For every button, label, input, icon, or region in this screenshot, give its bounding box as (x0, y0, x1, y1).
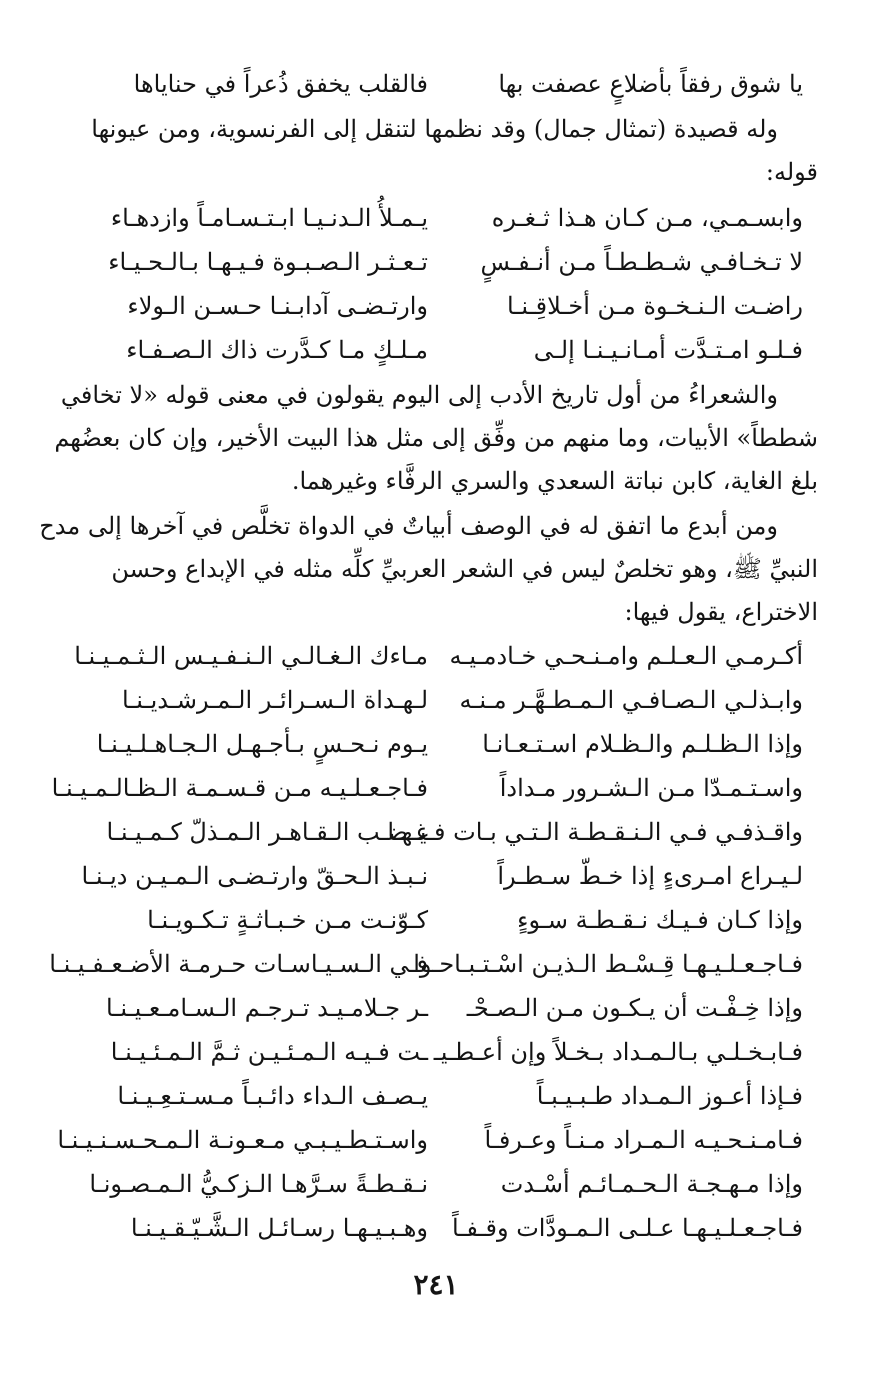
verse-second-hemistich: فـاجـعـلـيـه مـن قـسـمـة الـظـالـمـيـنـا (51, 774, 428, 802)
intro-paragraph (48, 108, 818, 194)
verse-first-hemistich: وإذا الـظـلـم والـظـلام اسـتـعـانـا (482, 730, 803, 758)
poem2-verse (0, 986, 873, 1030)
verse-first-hemistich: لـيـراع امـرىءٍ إذا خـطّ سـطـراً (497, 862, 803, 890)
paragraph-line: وله قصيدة (تمثال جمال) وقد نظمها لتنقل إلى الفرنسوية، ومن عيونها (91, 115, 778, 143)
verse-second-hemistich: يـصـف الـداء دائـبـاً مـسـتـعِـيـنـا (117, 1082, 428, 1110)
verse-first-hemistich: وابسـمـي، مـن كـان هـذا ثـغـره (491, 204, 803, 232)
dawat-paragraph (39, 505, 818, 634)
verse-first-hemistich: وإذا كـان فـيـك نـقـطـة سـوءٍ (517, 906, 803, 934)
verse-second-hemistich: مـلـكٍ مـا كـدَّرت ذاك الـصـفـاء (126, 336, 428, 364)
verse-first-hemistich: لا تـخـافـي شـطـطـاً مـن أنـفـسٍ (480, 248, 803, 276)
poem2-verse (0, 898, 873, 942)
paragraph-line: بلغ الغاية، كابن نباتة السعدي والسري الرفَّاء وغيرهما. (291, 467, 818, 495)
poem1-verse (0, 328, 873, 372)
verse-second-hemistich: واسـتـطـيـبـي مـعـونـة الـمـحـسـنـيـنـا (57, 1126, 428, 1154)
verse-first-hemistich: فـاجـعـلـيـهـا قِـسْـط الـذيـن اسْـتـبـاحـوا (413, 950, 803, 978)
commentary-paragraph (48, 374, 818, 503)
poem2-verse (0, 766, 873, 810)
verse-second-hemistich: ـر جـلامـيـد تـرجـم الـسـامـعـيـنـا (105, 994, 428, 1022)
paragraph-line: ومن أبدع ما اتفق له في الوصف أبياتٌ في الدواة تخلَّص في آخرها إلى مدح (39, 512, 778, 540)
verse-second-hemistich: يـوم نـحـسٍ بـأجـهـل الـجـاهـلـيـنـا (96, 730, 428, 758)
verse-second-hemistich: وهـبـيـهـا رسـائـل الـشَّـيّـقـيـنـا (130, 1214, 428, 1242)
verse-second-hemistich: وارتـضـى آدابـنـا حـسـن الـولاء (127, 292, 428, 320)
poem1-verse (0, 284, 873, 328)
verse-second-hemistich: تـعـثـر الـصـبـوة فـيـهـا بـالـحـيـاء (108, 248, 428, 276)
verse-first-hemistich: أكـرمـي الـعـلـم وامـنـحـي خـادمـيـه (449, 642, 803, 670)
opening-verse (0, 62, 873, 106)
verse-second-hemistich: غـضـب الـقـاهـر الـمـذلّ كـمـيـنـا (106, 818, 428, 846)
poem1-verse (0, 240, 873, 284)
verse-first-hemistich: فـإذا أعـوز الـمـداد طـبـيـبـاً (536, 1082, 803, 1110)
poem2-verse (0, 942, 873, 986)
paragraph-line: شططاً» الأبيات، وما منهم من وفِّق إلى مثل هذا البيت الأخير، وإن كان بعضُهم (54, 424, 818, 452)
poem2-verse (0, 1030, 873, 1074)
paragraph-line: قوله: (765, 158, 818, 186)
poem2-verse (0, 1206, 873, 1250)
paragraph-line: الاختراع، يقول فيها: (624, 598, 818, 626)
verse-first-hemistich: وإذا خِـفْـت أن يـكـون مـن الـصـحْـ (466, 994, 803, 1022)
poem2-verse (0, 854, 873, 898)
poem2-verse (0, 722, 873, 766)
verse-first-hemistich: راضـت الـنـخـوة مـن أخـلاقِـنـا (506, 292, 803, 320)
verse-first-hemistich: فـاجـعـلـيـهـا عـلـى الـمـودَّات وقـفـاً (451, 1214, 803, 1242)
poem2-verse (0, 634, 873, 678)
poem2-verse (0, 678, 873, 722)
poem2-verse (0, 1118, 873, 1162)
paragraph-line: والشعراءُ من أول تاريخ الأدب إلى اليوم يقولون في معنى قوله «لا تخافي (60, 381, 778, 409)
verse-second-hemistich: مـاءك الـغـالـي الـنـفـيـس الـثـمـيـنـا (74, 642, 428, 670)
verse-second-hemistich: ـت فـيـه الـمـئـيـن ثـمَّ الـمـئـيـنـا (110, 1038, 428, 1066)
verse-first-hemistich: فـلـو امـتـدَّت أمـانـيـنـا إلـى (533, 336, 803, 364)
verse-first-hemistich: وابـذلـي الـصـافـي الـمـطـهَّـر مـنـه (459, 686, 803, 714)
poem2-verse (0, 1162, 873, 1206)
verse-second-hemistich: كـوّنـت مـن خـبـاثـةٍ تـكـويـنـا (147, 906, 428, 934)
verse-second-hemistich: فالقلب يخفق ذُعراً في حناياها (133, 70, 428, 98)
poem2-verse (0, 810, 873, 854)
verse-first-hemistich: وإذا مـهـجـة الـحـمـائـم أسْـدت (500, 1170, 803, 1198)
verse-second-hemistich: نـقـطـةً سـرَّهـا الـزكـيُّ الـمـصـونـا (89, 1170, 428, 1198)
verse-second-hemistich: نـبـذ الـحـقّ وارتـضـى الـمـيـن ديـنـا (81, 862, 428, 890)
poem1-verse (0, 196, 873, 240)
verse-first-hemistich: واسـتـمـدّا مـن الـشـرور مـداداً (499, 774, 803, 802)
page-number: ٢٤١ (413, 1268, 459, 1301)
poem2-verse (0, 1074, 873, 1118)
verse-first-hemistich: فـامـنـحـيـه الـمـراد مـنـاً وعـرفـاً (484, 1126, 803, 1154)
paragraph-line: النبيِّ ﷺ، وهو تخلصٌ ليس في الشعر العربيِّ كلِّه مثله في الإبداع وحسن (111, 555, 818, 583)
verse-first-hemistich: يا شوق رفقاً بأضلاعٍ عصفت بها (498, 70, 803, 98)
verse-first-hemistich: واقـذفـي فـي الـنـقـطـة الـتـي بـات فـيـهـا (387, 818, 803, 846)
verse-first-hemistich: فـابـخـلـي بـالـمـداد بـخـلاً وإن أعـطـيـ (433, 1038, 803, 1066)
verse-second-hemistich: لـهـداة الـسـرائـر الـمـرشـديـنـا (121, 686, 428, 714)
verse-second-hemistich: فـي الـسـيـاسـات حـرمـة الأضـعـفـيـنـا (49, 950, 428, 978)
verse-second-hemistich: يـمـلأُ الـدنـيـا ابـتـسـامـاً وازدهـاء (110, 204, 428, 232)
